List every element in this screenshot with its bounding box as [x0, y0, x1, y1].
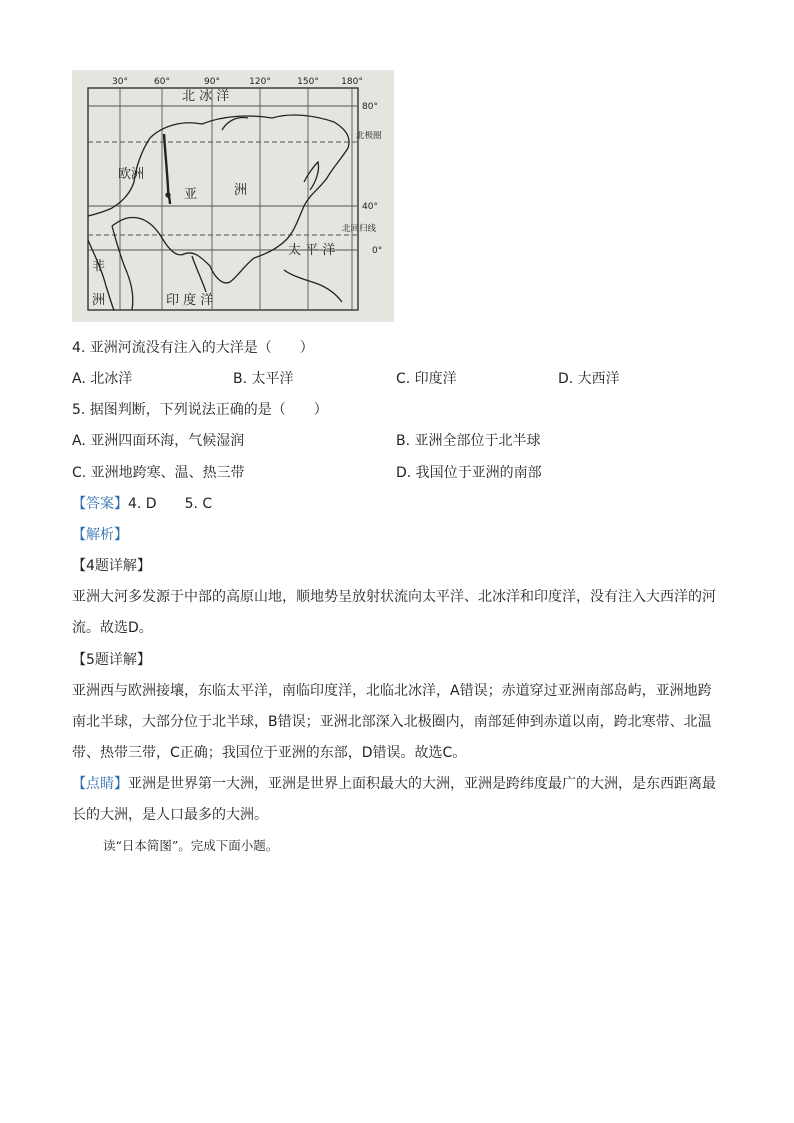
indian-ocean-label: 印 度 洋 [166, 293, 214, 308]
answer-tag: 【答案】 [72, 496, 128, 512]
q5-option-a[interactable]: A. 亚洲四面环海，气候湿润 [72, 433, 245, 449]
arctic-ocean-label: 北 冰 洋 [182, 89, 230, 104]
answer-line [72, 494, 212, 514]
lon-label-60: 60° [154, 77, 170, 87]
q4-option-a[interactable]: A. 北冰洋 [72, 371, 133, 387]
answer-text: 4. D 5. C [128, 496, 213, 512]
tropic-cancer-label: 北回归线 [342, 224, 377, 234]
africa-label-a: 非 [92, 259, 106, 274]
lat-label-80: 80° [362, 102, 378, 112]
asia-label-a: 亚 [184, 187, 198, 202]
q4-option-b[interactable]: B. 太平洋 [233, 371, 294, 387]
detail4-text: 亚洲大河多发源于中部的高原山地，顺地势呈放射状流向太平洋、北冰洋和印度洋，没有注入大西洋的河流。故选D。 [72, 589, 716, 636]
detail5-text: 亚洲西与欧洲接壤，东临太平洋，南临印度洋，北临北冰洋，A错误；赤道穿过亚洲南部岛屿，亚洲地跨南北半球，大部分位于北半球，B错误；亚洲北部深入北极圈内，南部延伸到赤道以南，跨北寒带、北温带、热带三带，C正确；我国位于亚洲的东部，D错误。故选C。 [72, 683, 712, 761]
detail4-tag: 【4题详解】 [72, 558, 151, 574]
q5-option-b[interactable]: B. 亚洲全部位于北半球 [396, 433, 541, 449]
detail5-tag: 【5题详解】 [72, 652, 151, 668]
analysis-tag: 【解析】 [72, 527, 128, 543]
pacific-ocean-label: 太 平 洋 [288, 243, 336, 258]
q4-stem: 4. 亚洲河流没有注入的大洋是（ ） [72, 340, 314, 356]
tip-tag: 【点睛】 [72, 776, 128, 792]
europe-label: 欧洲 [118, 167, 145, 182]
next-question-prompt: 读“日本简图”。完成下面小题。 [103, 838, 279, 853]
lon-label-30: 30° [112, 77, 128, 87]
arctic-circle-label: 北极圈 [356, 131, 382, 141]
lon-label-90: 90° [204, 77, 220, 87]
asia-label-b: 洲 [234, 183, 248, 198]
lon-label-150: 150° [297, 77, 319, 87]
q5-stem: 5. 据图判断，下列说法正确的是（ ） [72, 402, 328, 418]
lon-label-120: 120° [249, 77, 271, 87]
tip-paragraph [72, 769, 722, 831]
tip-text: 亚洲是世界第一大洲，亚洲是世界上面积最大的大洲，亚洲是跨纬度最广的大洲，是东西距离最长的大洲，是人口最多的大洲。 [72, 776, 716, 823]
lat-label-0: 0° [372, 246, 383, 256]
lon-label-180: 180° [341, 77, 363, 87]
q4-option-d[interactable]: D. 大西洋 [558, 371, 620, 387]
asia-map-svg [72, 70, 394, 322]
africa-label-b: 洲 [92, 293, 106, 308]
asia-map-figure [72, 70, 394, 322]
q5-option-d[interactable]: D. 我国位于亚洲的南部 [396, 465, 542, 481]
lat-label-40: 40° [362, 202, 378, 212]
q4-option-c[interactable]: C. 印度洋 [396, 371, 457, 387]
q5-option-c[interactable]: C. 亚洲地跨寒、温、热三带 [72, 465, 245, 481]
